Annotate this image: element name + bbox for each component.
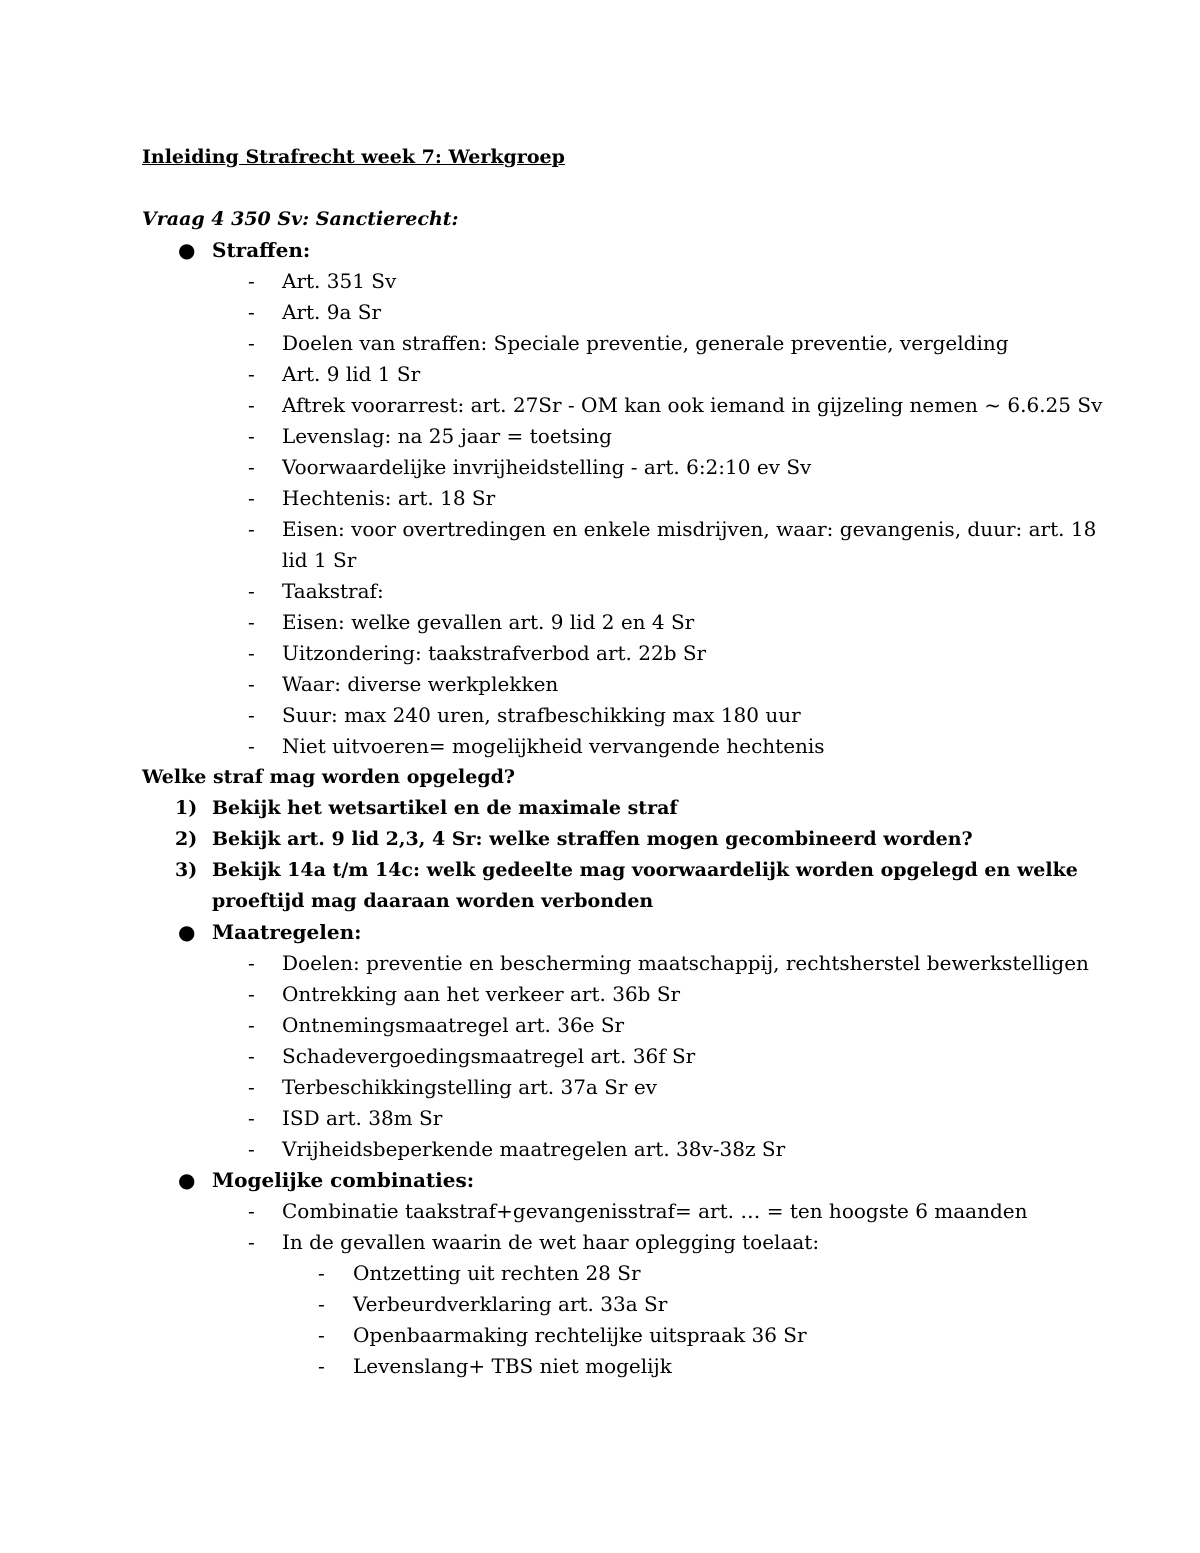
list-item: - Levenslag: na 25 jaar = toetsing [248,424,612,448]
bullet-combinaties [142,1165,1062,1196]
list-item: - Aftrek voorarrest: art. 27Sr - OM kan ook iemand in gijzeling nemen ~ 6.6.25 Sv [248,393,1103,417]
list-item: - Combinatie taakstraf+gevangenisstraf= art. … = ten hoogste 6 maanden [248,1199,1028,1223]
list-item: - Suur: max 240 uren, strafbeschikking max 180 uur [248,703,801,727]
list-item: - ISD art. 38m Sr [248,1106,443,1130]
list-item: - Art. 351 Sv [248,269,397,293]
bullet-label: Maatregelen: [212,920,362,944]
list-item: - Taakstraf: [248,579,384,603]
bullet-maatregelen [142,917,1062,948]
list-item: - Art. 9a Sr [248,300,382,324]
numbered-item: 3) Bekijk 14a t/m 14c: welk gedeelte mag voorwaardelijk worden opgelegd en welke [175,859,1078,881]
list-item: - Waar: diverse werkplekken [248,672,559,696]
question-heading: Vraag 4 350 Sv: Sanctierecht: [142,208,459,230]
list-item: - Uitzondering: taakstrafverbod art. 22b Sr [248,641,707,665]
list-item: - Schadevergoedingsmaatregel art. 36f Sr [248,1044,696,1068]
list-item: - Terbeschikkingstelling art. 37a Sr ev [248,1075,657,1099]
sub-list-item: - Openbaarmaking rechtelijke uitspraak 36 Sr [318,1323,807,1347]
numbered-item: 1) Bekijk het wetsartikel en de maximale straf [175,797,678,819]
list-item-continuation: lid 1 Sr [282,548,357,572]
list-item: - Eisen: voor overtredingen en enkele misdrijven, waar: gevangenis, duur: art. 18 [248,517,1097,541]
numbered-item: 2) Bekijk art. 9 lid 2,3, 4 Sr: welke straffen mogen gecombineerd worden? [175,828,973,850]
sub-list-item: - Verbeurdverklaring art. 33a Sr [318,1292,668,1316]
bullet-dot: ● [178,238,196,262]
list-item: - Ontnemingsmaatregel art. 36e Sr [248,1013,625,1037]
list-item: - Doelen: preventie en bescherming maatschappij, rechtsherstel bewerkstelligen [248,951,1089,975]
document-title: Inleiding Strafrecht week 7: Werkgroep [142,146,565,168]
list-item: - In de gevallen waarin de wet haar oplegging toelaat: [248,1230,820,1254]
list-item: - Ontrekking aan het verkeer art. 36b Sr [248,982,681,1006]
bullet-label: Straffen: [212,238,311,262]
numbered-item-continuation: proeftijd mag daaraan worden verbonden [212,890,654,912]
sub-list-item: - Levenslang+ TBS niet mogelijk [318,1354,672,1378]
list-item: - Niet uitvoeren= mogelijkheid vervangende hechtenis [248,734,825,758]
list-item: - Doelen van straffen: Speciale preventie, generale preventie, vergelding [248,331,1009,355]
bullet-label: Mogelijke combinaties: [212,1168,475,1192]
list-item: - Vrijheidsbeperkende maatregelen art. 38v-38z Sr [248,1137,786,1161]
sub-list-item: - Ontzetting uit rechten 28 Sr [318,1261,641,1285]
bullet-straffen [142,235,1062,266]
list-item: - Voorwaardelijke invrijheidstelling - art. 6:2:10 ev Sv [248,455,812,479]
list-item: - Eisen: welke gevallen art. 9 lid 2 en 4 Sr [248,610,695,634]
straffen-list [142,266,1103,762]
bullet-dot: ● [178,920,196,944]
list-item: - Hechtenis: art. 18 Sr [248,486,496,510]
list-item: - Art. 9 lid 1 Sr [248,362,421,386]
document-body [142,142,1103,1382]
bullet-dot: ● [178,1168,196,1192]
section-heading: Welke straf mag worden opgelegd? [142,766,516,788]
